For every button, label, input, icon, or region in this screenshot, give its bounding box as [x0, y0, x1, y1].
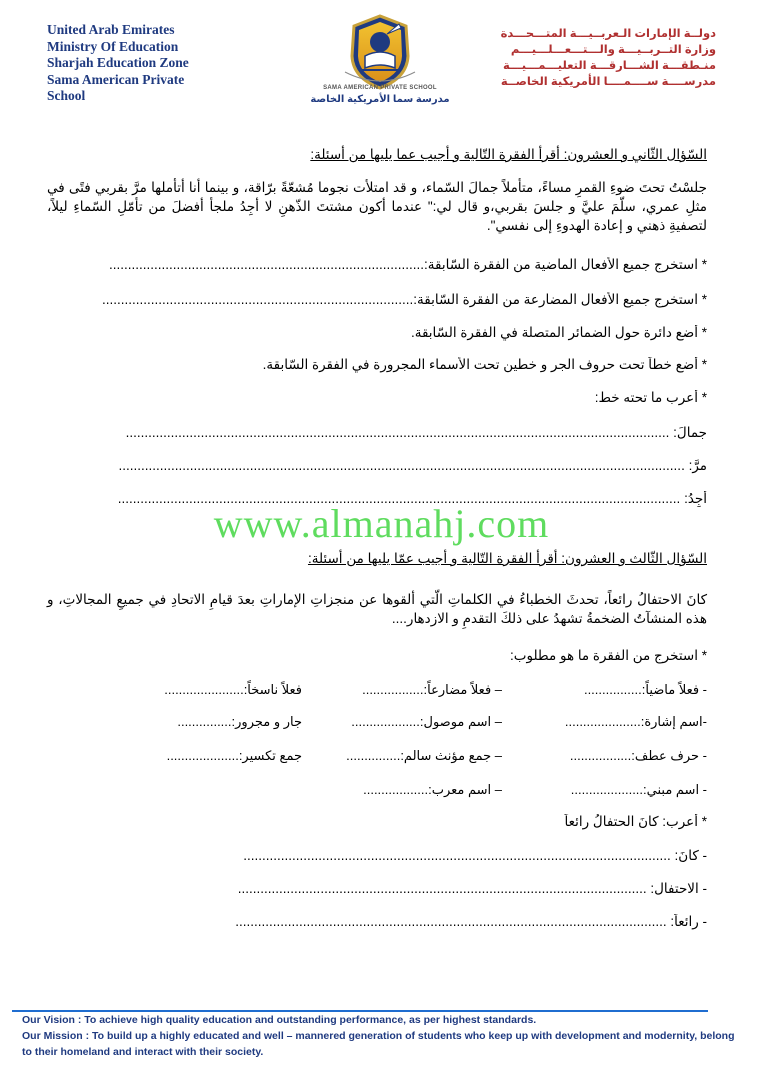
q23-paragraph: كانَ الاحتفالُ رائعاً، تحدثَ الخطباءُ في الكلماتِ الّتي ألقوها عن منجزاتِ الإماراتِ بعدَ قيامِ الاتحادِ في جميعِ المجالاتِ، و هذه المنشآتُ الضخمةُ تشهدُ على ذلكَ التقدمِ و الازدهار....	[47, 592, 707, 626]
q22-parse-2: مرَّ: .......................................................................................................................................................	[118, 458, 707, 473]
header-en-line-4: Sama American Private	[47, 71, 185, 87]
header-en-line-2: Ministry Of Education	[47, 38, 179, 54]
q22-parse-3: أجِدُ: ......................................................................................................................................................	[117, 491, 707, 506]
q23-row-2-col-3: جار و مجرور:...............	[177, 714, 302, 729]
q22-item-4: * أضع خطاً تحت حروف الجر و خطين تحت الأسماء المجرورة في الفقرة السّابقة.	[262, 357, 707, 372]
q23-row-3-col-2: – جمع مؤنث سالم:...............	[346, 748, 502, 763]
q23-parse-2: - الاحتفال: .............................................................................................................	[237, 881, 707, 896]
header-en-line-1: United Arab Emirates	[47, 22, 175, 37]
logo-arabic-caption: مدرسة سما الأمريكية الخاصة	[310, 94, 450, 105]
q23-row-2	[87, 714, 707, 730]
header-en-line-3: Sharjah Education Zone	[47, 55, 189, 70]
q22-title: السّؤال الثّاني و العشرون: أقرأ الفقرة التّالية و أجيب عما يليها من أسئلة:	[310, 147, 707, 162]
logo-english-caption: SAMA AMERICAN PRIVATE SCHOOL	[323, 85, 437, 91]
q23-row-4-col-2: – اسم معرب:..................	[363, 782, 502, 797]
q23-parse-3: - رائعاً: ...................................................................................................................	[235, 914, 707, 929]
q23-parse-1: - كانَ: ..................................................................................................................	[243, 848, 707, 863]
q23-row-4-col-1: - اسم مبني:....................	[570, 782, 707, 797]
q22-item-2: * استخرج جميع الأفعال المضارعة من الفقرة السّابقة:...................................................................................	[101, 292, 707, 307]
q23-row-1-col-2: – فعلاً مضارعاً:.................	[362, 682, 502, 697]
q22-item-3: * أضع دائرة حول الضمائر المتصلة في الفقرة السّابقة.	[410, 325, 707, 340]
header-ar-line-4: مدرســــة ســــمــــا الأمريكية الخاصــة	[500, 76, 716, 88]
watermark: www.almanahj.com	[213, 501, 550, 546]
q23-parse-title: * أعرب: كانَ الحتفالُ رائعاً	[564, 814, 707, 829]
header-en-line-5: School	[47, 88, 86, 103]
q23-extract: * استخرج من الفقرة ما هو مطلوب:	[510, 648, 707, 663]
q23-row-1-col-1: - فعلاً ماضياً:................	[583, 682, 707, 697]
q23-row-1-col-3: فعلاً ناسخاً:......................	[164, 682, 302, 697]
header-ar-line-3: منـطقـــة الشـــارقـــة التعليـــمـــيـــة	[503, 60, 716, 72]
q22-item-5: * أعرب ما تحته خط:	[594, 390, 707, 405]
header-ar-line-2: وزارة التــربــيـــة والـــتـــعـــلـــيـــم	[510, 44, 716, 56]
q22-parse-1: جمالَ: .................................................................................................................................................	[125, 425, 707, 440]
q23-row-2-col-2: – اسم موصول:...................	[351, 714, 502, 729]
footer	[22, 1012, 742, 1060]
q23-row-1	[87, 682, 707, 698]
header-ar-line-1: دولــة الإمارات الـعربــيـــة المتـــحـــدة	[500, 28, 716, 40]
q23-row-3-col-3: جمع تكسير:....................	[166, 748, 302, 763]
q22-paragraph: جلسْتُ تحتَ ضوءِ القمرِ مساءً، متأملاً جمالَ السّماء، و قد امتلأت نجوما مُشعّةً برّاقة، و بينما أنا أتأملها مرَّ بقربي فتًى في مثلِ عمري، سلّمَ عليَّ و جلسَ بقربي،و قال لي:" عندما أكون مشتتَ الذّهنِ لا أجِدُ ملجأ أفضلَ من تأمّلِ السّماءِ ليلاً، لتصفيةِ ذهني و إعادة الهدوءِ إلى نفسي".	[47, 180, 707, 233]
q23-title: السّؤال الثّالث و العشرون: أقرأ الفقرة التّالية و أجيب عمّا يليها من أسئلة:	[307, 551, 707, 566]
header-english	[47, 22, 287, 105]
header-arabic	[456, 26, 716, 90]
footer-mission: Our Mission : To build up a highly educated and well – mannered generation of students who keep up with development and modernity, belong to their homeland and interact with their society.	[22, 1030, 735, 1058]
q23-row-2-col-1: -اسم إشارة:.....................	[564, 714, 707, 729]
q23-row-4-col-3	[87, 782, 302, 798]
q22-item-1: * استخرج جميع الأفعال الماضية من الفقرة السّابقة:....................................................................................	[108, 257, 707, 272]
q23-row-4	[87, 782, 707, 798]
q23-row-3	[87, 748, 707, 764]
footer-vision: Our Vision : To achieve high quality education and outstanding performance, as per highest standards.	[22, 1014, 537, 1026]
q23-row-3-col-1: - حرف عطف:.................	[569, 748, 707, 763]
